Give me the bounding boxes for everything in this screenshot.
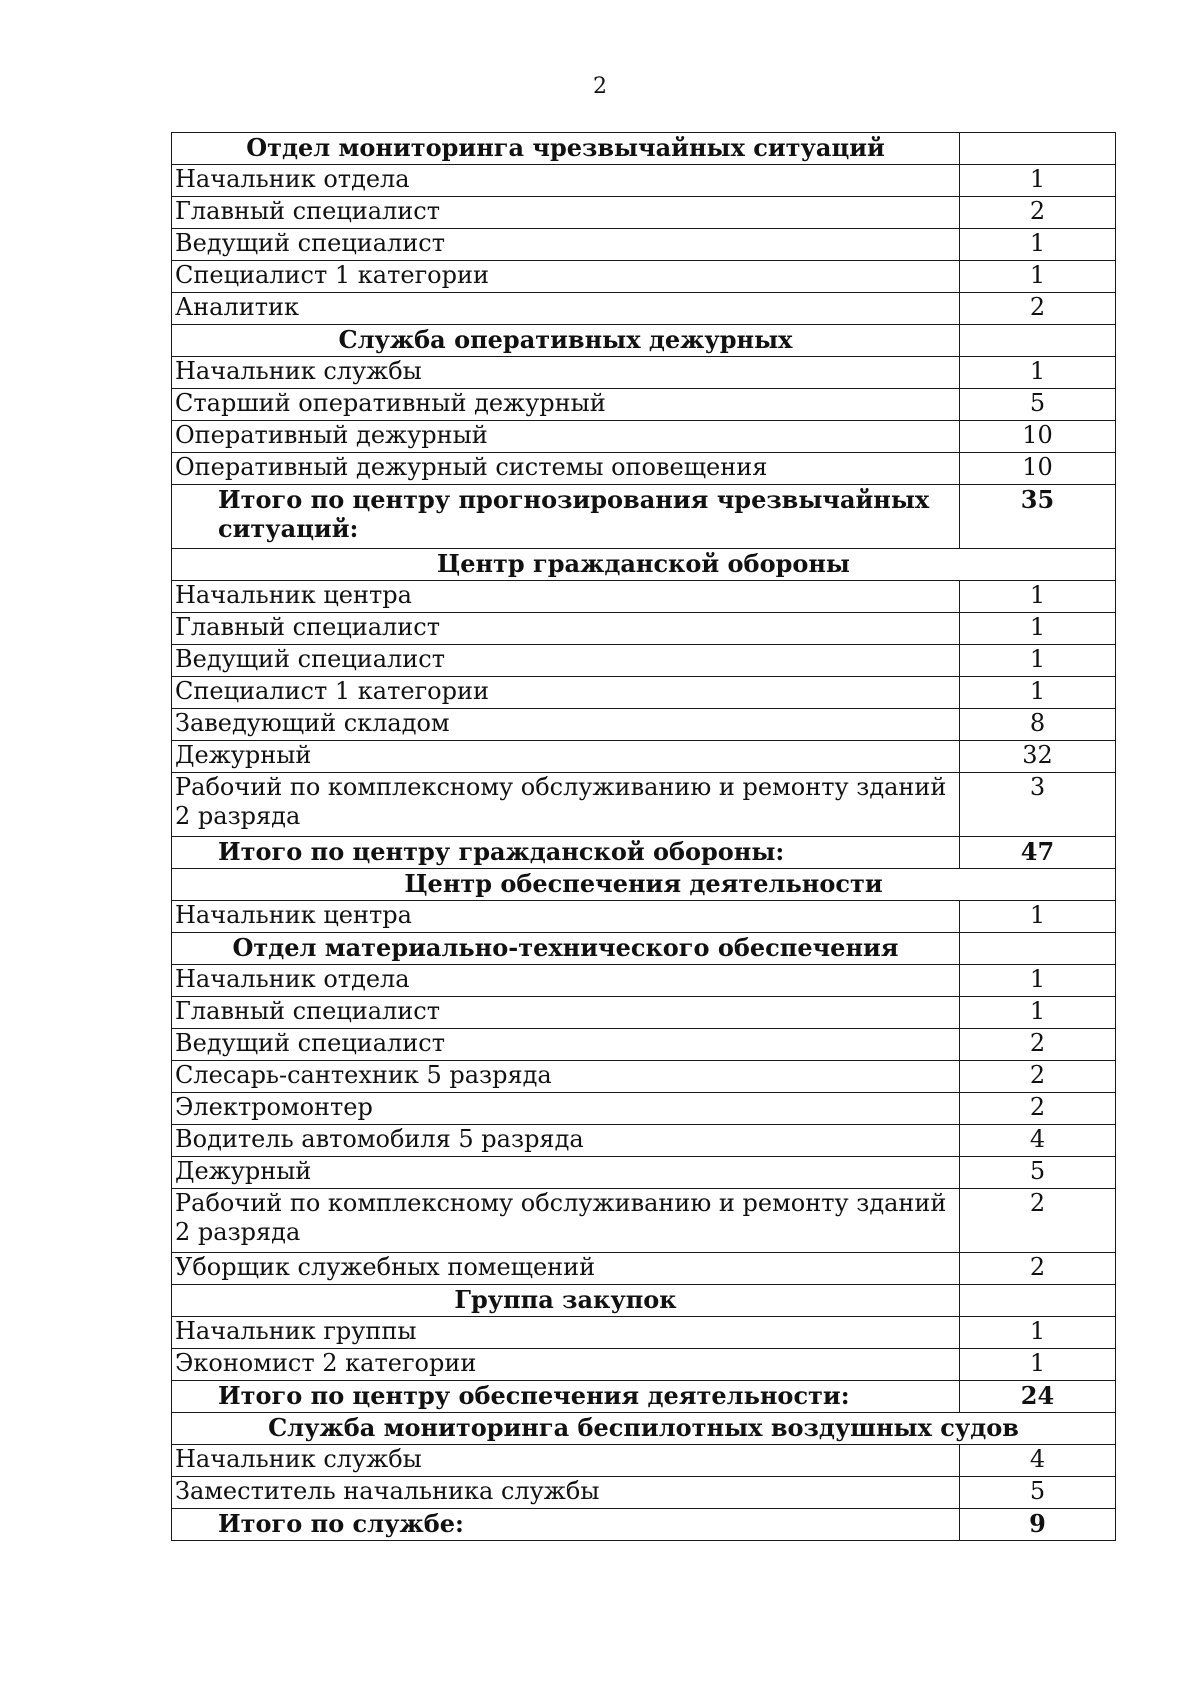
table-row: [172, 293, 1116, 325]
table-row: [172, 165, 1116, 197]
position-name: Начальник отдела: [172, 965, 960, 997]
position-count: [960, 325, 1116, 357]
position-name: Специалист 1 категории: [172, 677, 960, 709]
position-count: 1: [960, 581, 1116, 613]
position-name: Ведущий специалист: [172, 645, 960, 677]
page-number: 2: [593, 74, 607, 99]
table-row: [172, 997, 1116, 1029]
position-count: [960, 1285, 1116, 1317]
total-count: 9: [960, 1509, 1116, 1541]
position-name: Оперативный дежурный: [172, 421, 960, 453]
position-name: Начальник центра: [172, 901, 960, 933]
total-row: [172, 485, 1116, 549]
position-count: 5: [960, 1157, 1116, 1189]
section-title: Группа закупок: [172, 1285, 960, 1317]
position-count: 1: [960, 613, 1116, 645]
table-row: [172, 197, 1116, 229]
table-row: [172, 1477, 1116, 1509]
position-count: 1: [960, 1317, 1116, 1349]
position-count: 1: [960, 997, 1116, 1029]
position-name: Заведующий складом: [172, 709, 960, 741]
table-row: [172, 1445, 1116, 1477]
position-count: 2: [960, 1093, 1116, 1125]
section-title: Центр гражданской обороны: [172, 549, 1116, 581]
total-row: [172, 837, 1116, 869]
table-row: [172, 1349, 1116, 1381]
section-title: Центр обеспечения деятельности: [172, 869, 1116, 901]
position-name: Электромонтер: [172, 1093, 960, 1125]
total-label: Итого по центру прогнозирования чрезвычайных ситуаций:: [172, 485, 960, 549]
position-count: 1: [960, 261, 1116, 293]
section-header-row: [172, 1413, 1116, 1445]
position-name: Главный специалист: [172, 197, 960, 229]
position-count: 32: [960, 741, 1116, 773]
section-title: Отдел материально-технического обеспечения: [172, 933, 960, 965]
section-title: Служба мониторинга беспилотных воздушных судов: [172, 1413, 1116, 1445]
table-row: [172, 901, 1116, 933]
position-count: 5: [960, 1477, 1116, 1509]
position-name: Начальник центра: [172, 581, 960, 613]
position-name: Специалист 1 категории: [172, 261, 960, 293]
table-row: [172, 453, 1116, 485]
table-row: [172, 1093, 1116, 1125]
table-row: [172, 741, 1116, 773]
table-row: [172, 773, 1116, 837]
table-row: [172, 1317, 1116, 1349]
staff-table-body: [172, 133, 1116, 1541]
position-count: 1: [960, 677, 1116, 709]
position-name: Начальник службы: [172, 357, 960, 389]
position-count: 2: [960, 1189, 1116, 1253]
position-count: 1: [960, 357, 1116, 389]
position-count: 5: [960, 389, 1116, 421]
table-row: [172, 645, 1116, 677]
total-count: 24: [960, 1381, 1116, 1413]
section-header-row: [172, 933, 1116, 965]
total-row: [172, 1509, 1116, 1541]
position-count: [960, 133, 1116, 165]
position-count: 3: [960, 773, 1116, 837]
position-name: Заместитель начальника службы: [172, 1477, 960, 1509]
table-row: [172, 1189, 1116, 1253]
position-count: 8: [960, 709, 1116, 741]
position-name: Ведущий специалист: [172, 229, 960, 261]
position-name: Слесарь-сантехник 5 разряда: [172, 1061, 960, 1093]
position-count: 2: [960, 293, 1116, 325]
section-header-row: [172, 133, 1116, 165]
table-row: [172, 261, 1116, 293]
position-count: 10: [960, 453, 1116, 485]
position-name: Дежурный: [172, 1157, 960, 1189]
section-title: Служба оперативных дежурных: [172, 325, 960, 357]
table-row: [172, 357, 1116, 389]
position-count: 2: [960, 1061, 1116, 1093]
table-row: [172, 965, 1116, 997]
position-count: 2: [960, 1253, 1116, 1285]
position-name: Аналитик: [172, 293, 960, 325]
table-row: [172, 421, 1116, 453]
section-header-row: [172, 1285, 1116, 1317]
table-row: [172, 613, 1116, 645]
position-count: 4: [960, 1445, 1116, 1477]
table-row: [172, 1029, 1116, 1061]
position-count: 10: [960, 421, 1116, 453]
position-count: 2: [960, 1029, 1116, 1061]
position-count: 1: [960, 229, 1116, 261]
position-name: Оперативный дежурный системы оповещения: [172, 453, 960, 485]
position-name: Ведущий специалист: [172, 1029, 960, 1061]
total-label: Итого по центру гражданской обороны:: [172, 837, 960, 869]
position-name: Главный специалист: [172, 613, 960, 645]
position-name: Уборщик служебных помещений: [172, 1253, 960, 1285]
position-name: Рабочий по комплексному обслуживанию и ремонту зданий 2 разряда: [172, 1189, 960, 1253]
position-count: 1: [960, 645, 1116, 677]
total-count: 47: [960, 837, 1116, 869]
section-header-row: [172, 325, 1116, 357]
staff-table: [171, 132, 1116, 1541]
total-label: Итого по службе:: [172, 1509, 960, 1541]
table-row: [172, 389, 1116, 421]
total-row: [172, 1381, 1116, 1413]
position-name: Начальник группы: [172, 1317, 960, 1349]
position-count: 1: [960, 965, 1116, 997]
section-header-row: [172, 549, 1116, 581]
position-name: Дежурный: [172, 741, 960, 773]
table-row: [172, 229, 1116, 261]
table-row: [172, 1253, 1116, 1285]
position-name: Водитель автомобиля 5 разряда: [172, 1125, 960, 1157]
position-count: 1: [960, 165, 1116, 197]
total-count: 35: [960, 485, 1116, 549]
table-row: [172, 677, 1116, 709]
table-row: [172, 1125, 1116, 1157]
position-count: 1: [960, 901, 1116, 933]
position-name: Главный специалист: [172, 997, 960, 1029]
position-name: Начальник службы: [172, 1445, 960, 1477]
position-count: 2: [960, 197, 1116, 229]
section-title: Отдел мониторинга чрезвычайных ситуаций: [172, 133, 960, 165]
position-name: Экономист 2 категории: [172, 1349, 960, 1381]
position-count: 4: [960, 1125, 1116, 1157]
position-name: Старший оперативный дежурный: [172, 389, 960, 421]
table-row: [172, 1157, 1116, 1189]
total-label: Итого по центру обеспечения деятельности:: [172, 1381, 960, 1413]
table-row: [172, 581, 1116, 613]
position-count: 1: [960, 1349, 1116, 1381]
table-row: [172, 1061, 1116, 1093]
position-count: [960, 933, 1116, 965]
position-name: Рабочий по комплексному обслуживанию и ремонту зданий 2 разряда: [172, 773, 960, 837]
position-name: Начальник отдела: [172, 165, 960, 197]
section-header-row: [172, 869, 1116, 901]
table-row: [172, 709, 1116, 741]
